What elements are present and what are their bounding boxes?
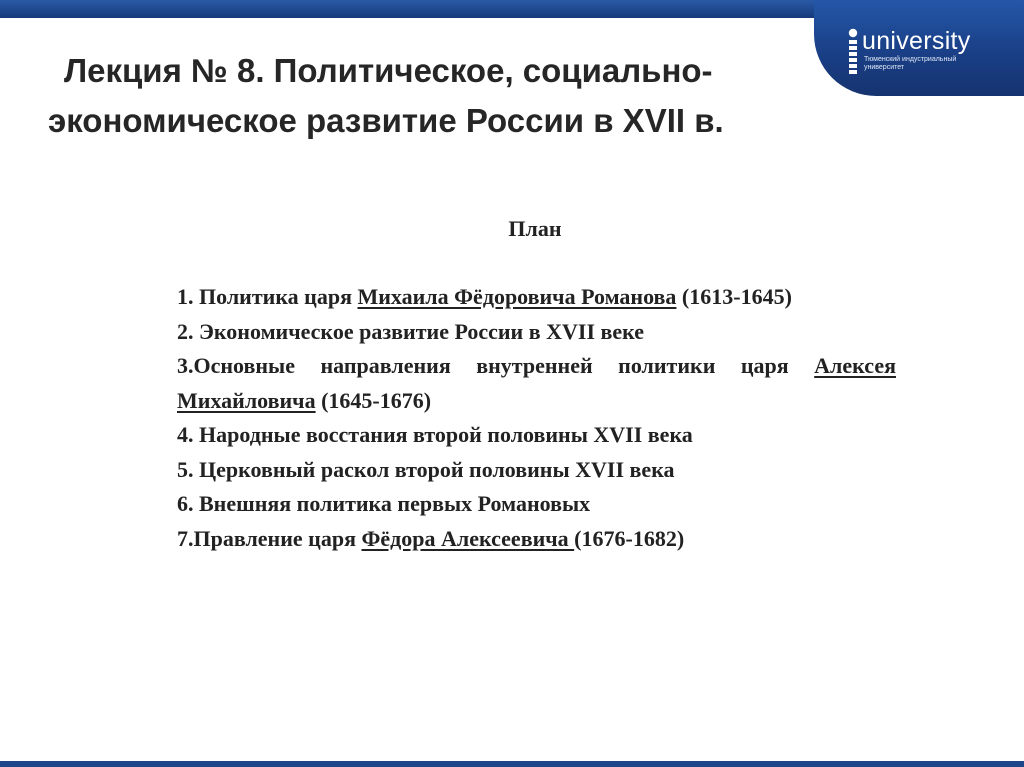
plan-item-6-text: 6. Внешняя политика первых Романовых	[177, 491, 591, 516]
plan-item-6	[177, 487, 896, 522]
university-i-mark-icon	[846, 28, 860, 76]
plan-list	[177, 280, 896, 556]
plan-item-3-suffix: (1645-1676)	[315, 387, 432, 413]
plan-item-3	[177, 349, 896, 418]
plan-item-1	[177, 280, 896, 315]
logo-panel	[814, 0, 1024, 96]
plan-item-1-prefix: 1. Политика царя	[177, 284, 358, 309]
bottom-rule	[0, 761, 1024, 767]
logo-wordmark: university	[862, 27, 971, 55]
plan-item-5-text: 5. Церковный раскол второй половины XVII века	[177, 456, 675, 482]
plan-item-3-prefix: 3.Основные направления внутренней политики царя	[177, 353, 815, 378]
plan-item-3-link[interactable]: Алексея Михайловича	[177, 353, 896, 413]
plan-item-2	[177, 315, 896, 350]
plan-item-2-text: 2. Экономическое развитие России в XVII веке	[177, 318, 645, 344]
plan-item-1-suffix: (1613-1645)	[676, 284, 792, 309]
logo-subtitle: Тюменский индустриальный университет	[864, 56, 957, 71]
plan-item-7-prefix: 7.Правление царя	[177, 525, 362, 551]
plan-item-4-text: 4. Народные восстания второй половины XVII века	[177, 422, 693, 447]
plan-item-5	[177, 453, 896, 488]
plan-item-7-suffix: (1676-1682)	[574, 525, 685, 551]
plan-heading: План	[508, 216, 562, 241]
university-logo	[842, 22, 1022, 92]
slide-title-line-2: экономическое развитие России в XVII в.	[48, 102, 724, 139]
plan-item-1-link[interactable]: Михаила Фёдоровича Романова	[357, 284, 677, 309]
plan-item-7-link[interactable]: Фёдора Алексеевича	[361, 525, 575, 551]
slide-title	[48, 46, 808, 146]
plan-item-4	[177, 418, 896, 453]
plan-item-7	[177, 522, 896, 557]
slide-title-line-1: Лекция № 8. Политическое, социально-	[64, 52, 713, 89]
